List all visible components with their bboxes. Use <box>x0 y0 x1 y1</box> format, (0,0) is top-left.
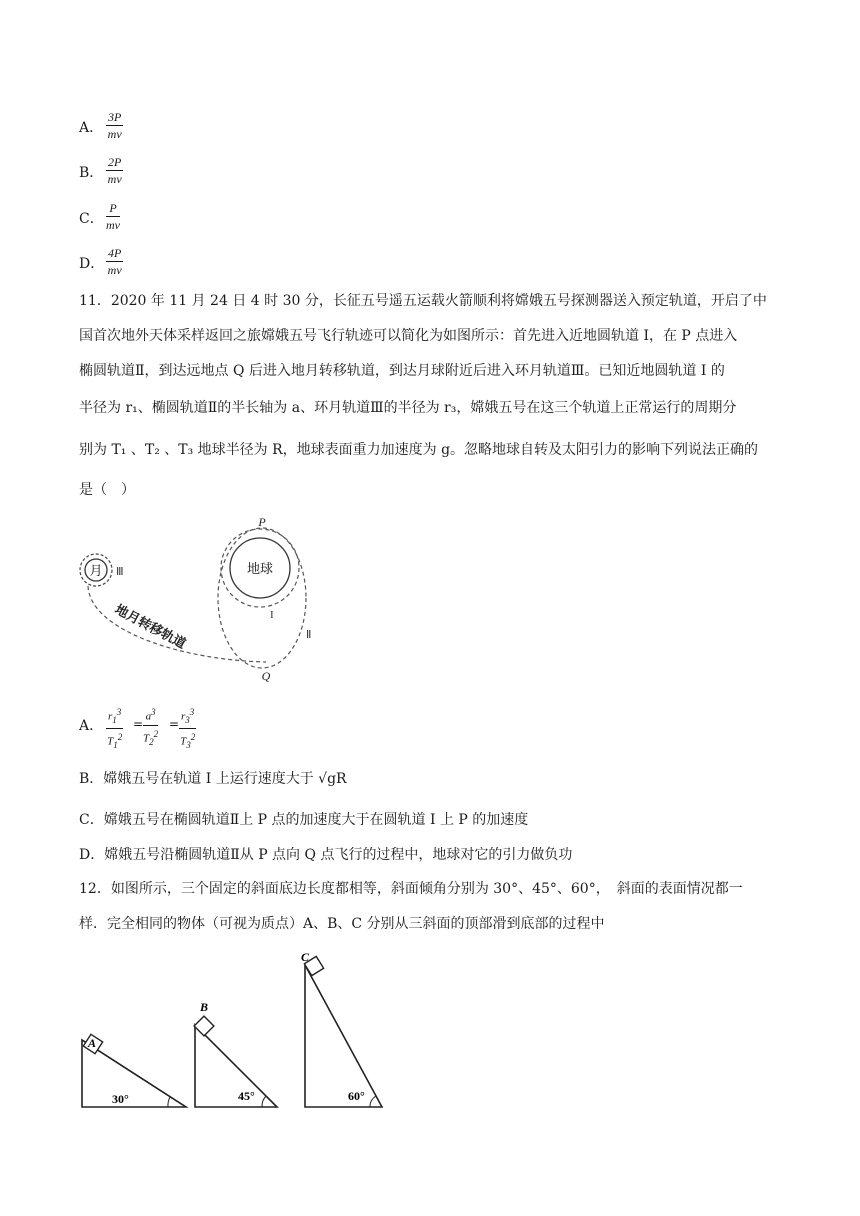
angle-c: 60° <box>348 1089 365 1103</box>
point-p-label: P <box>258 515 266 529</box>
label-a: A <box>88 1036 97 1050</box>
q12-line: 样．完全相同的物体（可视为质点）A、B、C 分别从三斜面的顶部滑到底部的过程中 <box>79 916 605 932</box>
orbit-ii-label: Ⅱ <box>306 629 312 641</box>
q11-line: 别为 T₁ 、T₂ 、T₃ 地球半径为 R，地球表面重力加速度为 g。忽略地球自转及太阳引力的影响下列说法正确的 <box>79 442 759 458</box>
earth-label: 地球 <box>246 562 274 577</box>
angle-arc-a <box>168 1097 170 1107</box>
option-fraction: $\frac{3P}{mv}$ <box>107 110 122 141</box>
incline-c <box>305 965 382 1107</box>
block-b <box>194 1016 214 1036</box>
angle-arc-b <box>262 1096 266 1107</box>
point-q-label: Q <box>261 669 271 683</box>
q11-line: 11．2020 年 11 月 24 日 4 时 30 分，长征五号遥五运载火箭顺利将嫦娥五号探测器送入预定轨道，开启了中 <box>79 293 767 309</box>
label-b: B <box>200 1000 209 1014</box>
q11-line: 国首次地外天体采样返回之旅嫦娥五号飞行轨迹可以简化为如图所示：首先进入近地圆轨道 I，在 P 点进入 <box>79 328 738 344</box>
option-letter: C． <box>79 211 104 227</box>
option-fraction: $\frac{P}{mv}$ <box>106 201 120 232</box>
option-fraction: $\frac{4P}{mv}$ <box>107 246 122 277</box>
q11-option-a <box>79 705 229 750</box>
option-letter: A． <box>79 718 104 734</box>
q11-line: 是（ ） <box>79 482 135 498</box>
angle-b: 45° <box>238 1089 255 1103</box>
label-c: C <box>301 950 310 964</box>
q11-option-c: C．嫦娥五号在椭圆轨道Ⅱ上 P 点的加速度大于在圆轨道 I 上 P 的加速度 <box>79 812 529 828</box>
kepler-formula: $\frac{r_1^3}{T_1^2}$ = $\frac{a^3}{T_2^2}$ = $\frac{r_3^3}{T_3^2}$ <box>107 707 196 750</box>
orbit-diagram <box>70 510 350 685</box>
option-letter: D． <box>79 256 105 272</box>
orbit-i-label: I <box>270 609 274 621</box>
q12-line: 12．如图所示，三个固定的斜面底边长度都相等，斜面倾角分别为 30°、45°、60°， 斜面的表面情况都一 <box>79 881 743 897</box>
incline-diagram <box>76 945 396 1115</box>
incline-b <box>195 1025 277 1107</box>
q11-line: 椭圆轨道Ⅱ，到达远地点 Q 后进入地月转移轨道，到达月球附近后进入环月轨道Ⅲ。已知近地圆轨道 I 的 <box>79 363 725 379</box>
orbit-iii-label: Ⅲ <box>116 566 124 578</box>
transfer-orbit <box>88 586 266 662</box>
q11-option-b: B．嫦娥五号在轨道 I 上运行速度大于 √gR <box>79 771 347 787</box>
q11-option-d: D．嫦娥五号沿椭圆轨道Ⅱ从 P 点向 Q 点飞行的过程中，地球对它的引力做负功 <box>79 847 573 863</box>
angle-arc-c <box>370 1096 376 1107</box>
q11-line: 半径为 r₁、椭圆轨道Ⅱ的半长轴为 a、环月轨道Ⅲ的半径为 r₃，嫦娥五号在这三个轨道上正常运行的周期分 <box>79 400 737 416</box>
option-letter: A． <box>79 120 104 136</box>
transfer-orbit-label: 地月转移轨道 <box>112 602 189 653</box>
angle-a: 30° <box>112 1092 129 1106</box>
option-letter: B． <box>79 165 104 181</box>
option-fraction: $\frac{2P}{mv}$ <box>107 155 122 186</box>
moon-label: 月 <box>89 564 103 579</box>
